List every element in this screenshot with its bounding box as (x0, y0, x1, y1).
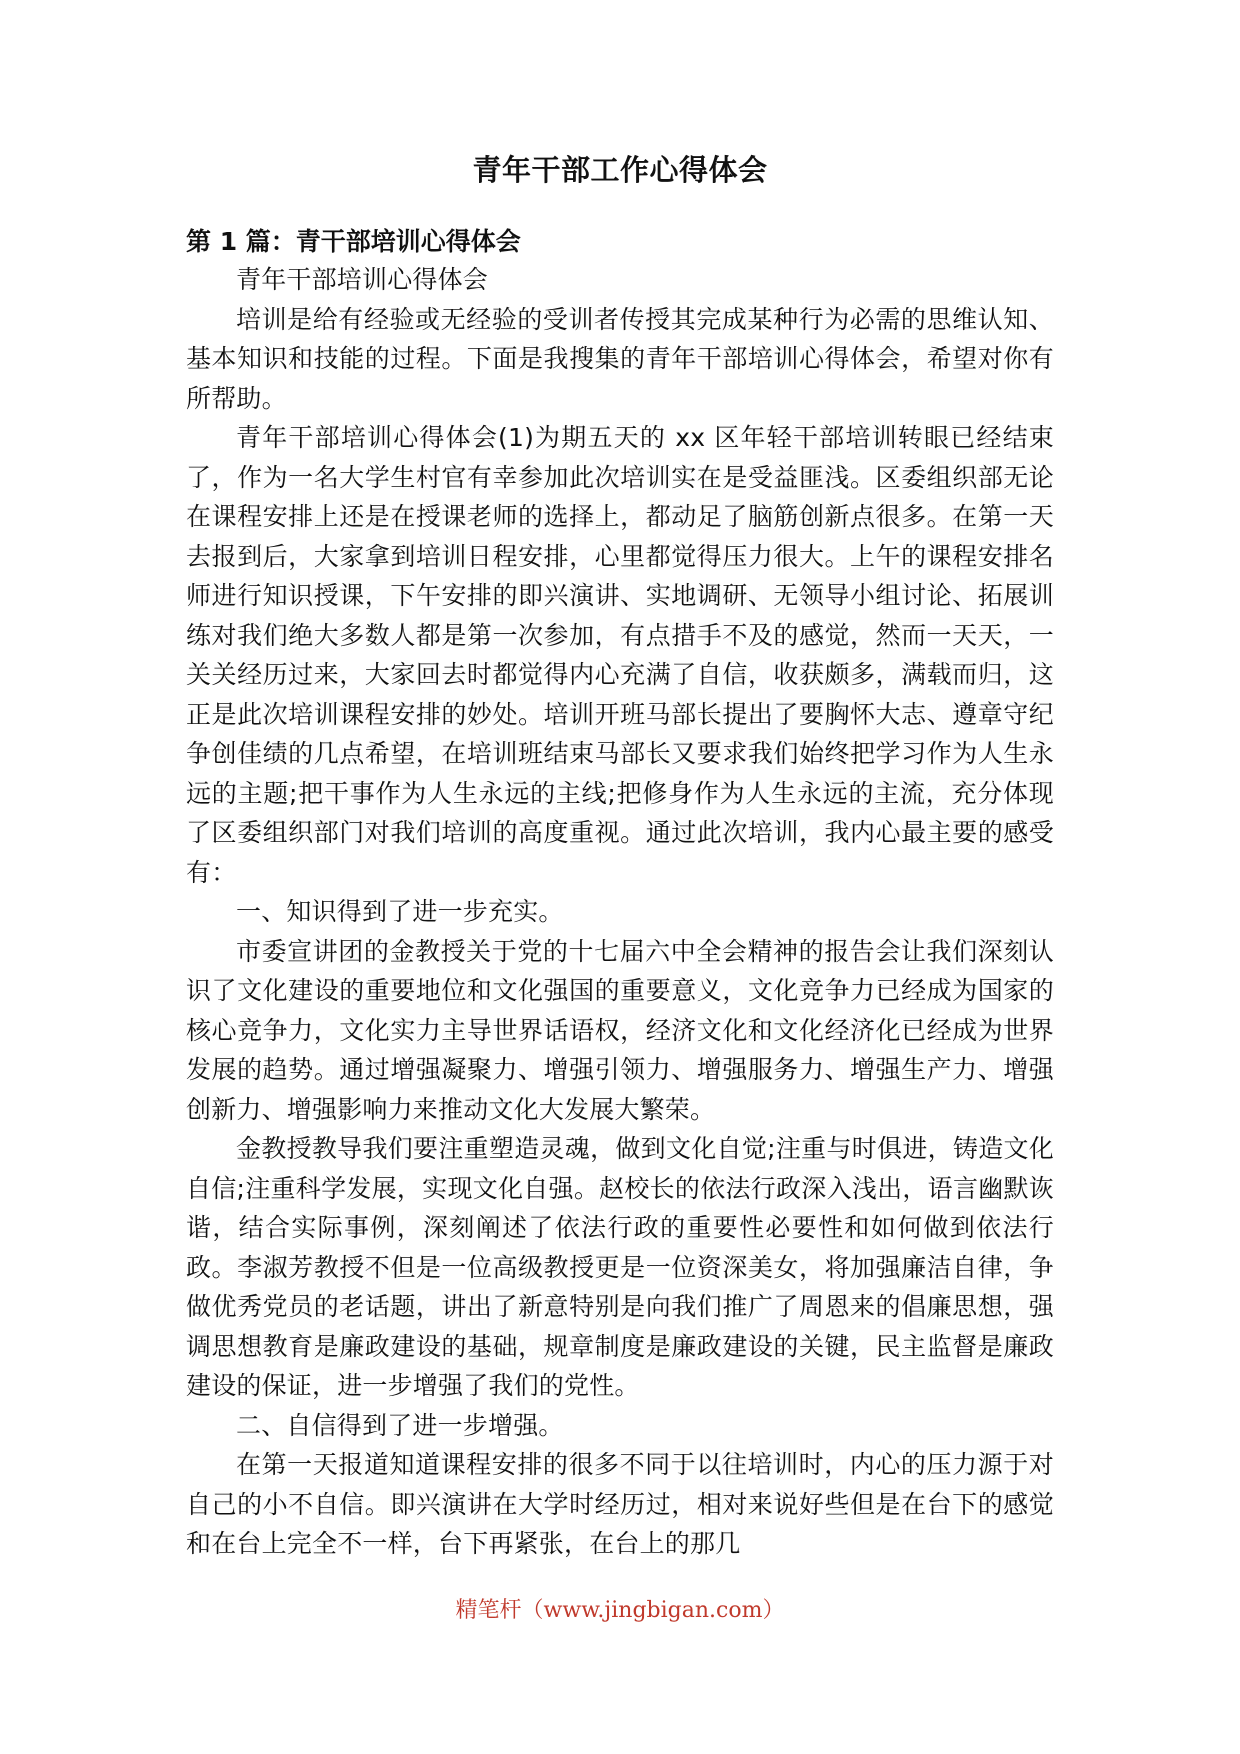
paragraph-intro: 培训是给有经验或无经验的受训者传授其完成某种行为必需的思维认知、基本知识和技能的过程。下面是我搜集的青年干部培训心得体会，希望对你有所帮助。 (186, 304, 1054, 413)
document-title: 青年干部工作心得体会 (472, 153, 768, 187)
paragraph-confidence: 在第一天报道知道课程安排的很多不同于以往培训时，内心的压力源于对自己的小不自信。即兴演讲在大学时经历过，相对来说好些但是在台下的感觉和在台上完全不一样，台下再紧张，在台上的那几 (186, 1450, 1054, 1558)
paragraph-heading-1: 一、知识得到了进一步充实。 (236, 897, 564, 926)
paragraph-main: 青年干部培训心得体会(1)为期五天的 xx 区年轻干部培训转眼已经结束了，作为一名大学生村官有幸参加此次培训实在是受益匪浅。区委组织部无论在课程安排上还是在授课老师的选择上，都动足了脑筋创新点很多。在第一天去报到后，大家拿到培训日程安排，心里都觉得压力很大。上午的课程安排名师进行知识授课，下午安排的即兴演讲、实地调研、无领导小组讨论、拓展训练对我们绝大多数人都是第一次参加，有点措手不及的感觉，然而一天天，一关关经历过来，大家回去时都觉得内心充满了自信，收获颇多，满载而归，这正是此次培训课程安排的妙处。培训开班马部长提出了要胸怀大志、遵章守纪争创佳绩的几点希望，在培训班结束马部长又要求我们始终把学习作为人生永远的主题;把干事作为人生永远的主线;把修身作为人生永远的主流，充分体现了区委组织部门对我们培训的高度重视。通过此次培训，我内心最主要的感受有： (186, 423, 1054, 887)
paragraph-subtitle: 青年干部培训心得体会 (236, 265, 489, 294)
section-heading: 第 1 篇：青干部培训心得体会 (186, 227, 521, 256)
paragraph-teaching: 金教授教导我们要注重塑造灵魂，做到文化自觉;注重与时俱进，铸造文化自信;注重科学发展，实现文化自强。赵校长的依法行政深入浅出，语言幽默诙谐，结合实际事例，深刻阐述了依法行政的重要性必要性和如何做到依法行政。李淑芳教授不但是一位高级教授更是一位资深美女，将加强廉洁自律，争做优秀党员的老话题，讲出了新意特别是向我们推广了周恩来的倡廉思想，强调思想教育是廉政建设的基础，规章制度是廉政建设的关键，民主监督是廉政建设的保证，进一步增强了我们的党性。 (186, 1134, 1054, 1400)
document-body (186, 260, 1054, 1564)
paragraph-heading-2: 二、自信得到了进一步增强。 (236, 1410, 564, 1440)
footer-watermark: 精笔杆（www.jingbigan.com） (455, 1598, 785, 1623)
paragraph-knowledge: 市委宣讲团的金教授关于党的十七届六中全会精神的报告会让我们深刻认识了文化建设的重要地位和文化强国的重要意义，文化竞争力已经成为国家的核心竞争力，文化实力主导世界话语权，经济文化和文化经济化已经成为世界发展的趋势。通过增强凝聚力、增强引领力、增强服务力、增强生产力、增强创新力、增强影响力来推动文化大发展大繁荣。 (186, 936, 1054, 1124)
